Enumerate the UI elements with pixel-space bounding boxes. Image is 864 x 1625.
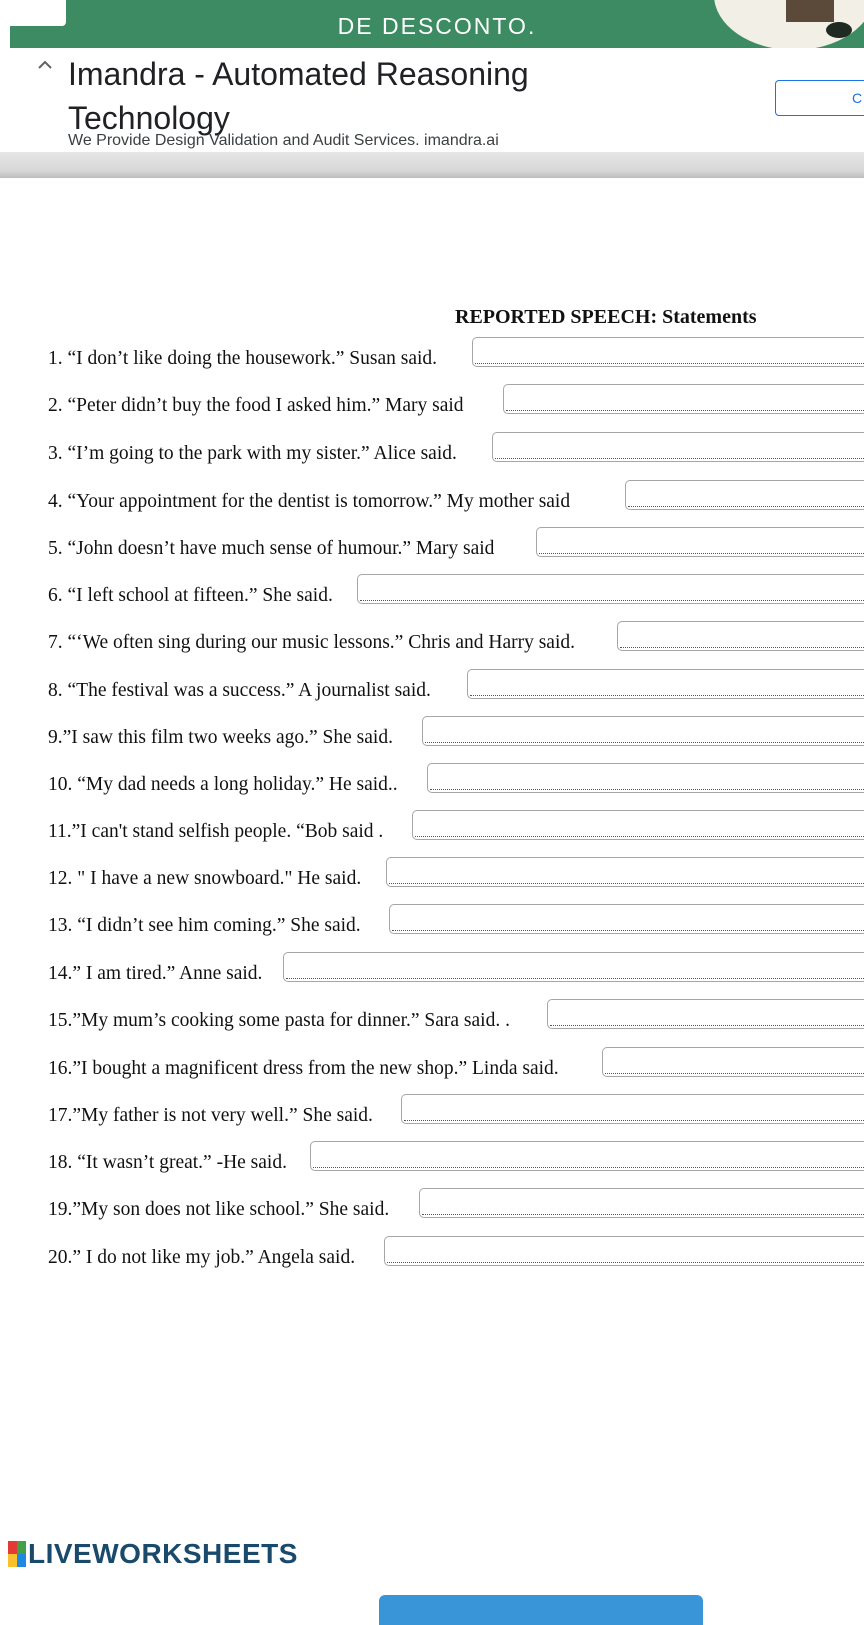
answer-dotted-line-5 — [539, 553, 864, 554]
answer-dotted-line-9 — [425, 742, 864, 743]
question-20-text: 20.” I do not like my job.” Angela said. — [48, 1247, 356, 1268]
question-10-text: 10. “My dad needs a long holiday.” He said.. — [48, 774, 398, 795]
finish-button[interactable] — [379, 1595, 703, 1625]
ad-banner-text: DE DESCONTO. — [337, 13, 537, 39]
answer-dotted-line-2 — [506, 410, 864, 411]
answer-dotted-line-7 — [620, 647, 864, 648]
question-8-text: 8. “The festival was a success.” A journalist said. — [48, 680, 431, 701]
ad-cta-button[interactable]: C — [775, 80, 864, 116]
question-14-text: 14.” I am tired.” Anne said. — [48, 963, 263, 984]
worksheet-title: REPORTED SPEECH: Statements — [455, 306, 757, 328]
question-4-text: 4. “Your appointment for the dentist is tomorrow.” My mother said — [48, 491, 571, 512]
ad-title[interactable]: Imandra - Automated Reasoning Technology — [68, 56, 529, 136]
answer-dotted-line-15 — [550, 1025, 864, 1026]
answer-dotted-line-18 — [313, 1167, 864, 1168]
question-16-text: 16.”I bought a magnificent dress from the new shop.” Linda said. — [48, 1058, 559, 1079]
answer-dotted-line-10 — [430, 789, 864, 790]
ad-banner[interactable] — [10, 0, 864, 48]
answer-dotted-line-17 — [404, 1120, 864, 1121]
question-13-text: 13. “I didn’t see him coming.” She said. — [48, 915, 361, 936]
question-19-text: 19.”My son does not like school.” She said. — [48, 1199, 390, 1220]
chevron-up-icon[interactable] — [34, 54, 56, 76]
liveworksheets-logo[interactable] — [8, 1538, 298, 1570]
question-9-text: 9.”I saw this film two weeks ago.” She said. — [48, 727, 393, 748]
question-17-text: 17.”My father is not very well.” She said. — [48, 1105, 373, 1126]
question-18-text: 18. “It wasn’t great.” -He said. — [48, 1152, 287, 1173]
answer-dotted-line-3 — [495, 458, 864, 459]
answer-dotted-line-19 — [422, 1214, 864, 1215]
answer-dotted-line-20 — [387, 1262, 864, 1263]
ad-subtitle: We Provide Design Validation and Audit Services. imandra.ai — [68, 132, 499, 149]
question-7-text: 7. “‘We often sing during our music lessons.” Chris and Harry said. — [48, 632, 575, 653]
question-11-text: 11.”I can't stand selfish people. “Bob said . — [48, 821, 384, 842]
question-12-text: 12. " I have a new snowboard." He said. — [48, 868, 362, 889]
answer-dotted-line-11 — [415, 836, 864, 837]
liveworksheets-brand: LIVEWORKSHEETS — [28, 1538, 298, 1569]
answer-dotted-line-8 — [470, 695, 864, 696]
answer-dotted-line-6 — [360, 600, 864, 601]
answer-dotted-line-4 — [628, 506, 864, 507]
answer-dotted-line-14 — [286, 978, 864, 979]
question-6-text: 6. “I left school at fifteen.” She said. — [48, 585, 333, 606]
question-15-text: 15.”My mum’s cooking some pasta for dinner.” Sara said. . — [48, 1010, 510, 1031]
question-3-text: 3. “I’m going to the park with my sister.” Alice said. — [48, 443, 457, 464]
question-2-text: 2. “Peter didn’t buy the food I asked him.” Mary said — [48, 395, 464, 416]
answer-dotted-line-16 — [605, 1073, 864, 1074]
ad-card[interactable] — [10, 48, 864, 158]
ad-divider — [0, 152, 864, 178]
question-5-text: 5. “John doesn’t have much sense of humour.” Mary said — [48, 538, 495, 559]
liveworksheets-logo-icon — [8, 1541, 26, 1567]
answer-dotted-line-12 — [389, 883, 864, 884]
answer-dotted-line-13 — [392, 930, 864, 931]
question-1-text: 1. “I don’t like doing the housework.” Susan said. — [48, 348, 438, 369]
answer-dotted-line-1 — [475, 363, 864, 364]
